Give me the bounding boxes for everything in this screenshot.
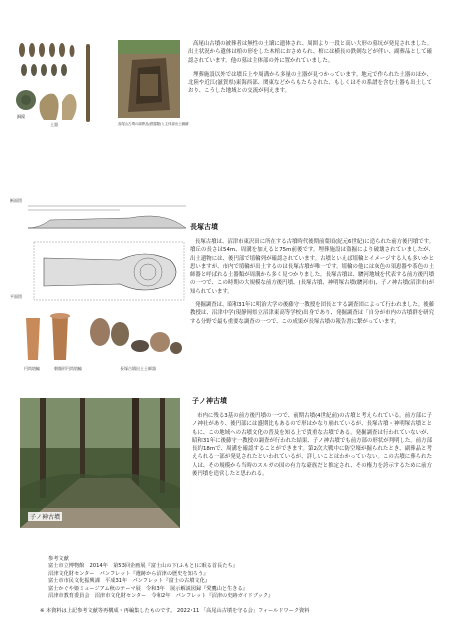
nenokami-photo-caption: 子ノ神古墳: [30, 514, 61, 521]
nenokami-photo: [20, 398, 180, 528]
intro-paragraph-2: 埋葬施設以外では墳丘上や周溝から多量の土器が見つかっています。地元で作られた土器のほか、北陸や近江(滋賀県)東海西部、関東などからもたらされた、もしくはその系譜を含む土器も出土しており、こうした地域との交流が伺えます。: [188, 71, 432, 95]
nenokami-title: 子ノ神古墳: [192, 397, 227, 405]
photo-label-haji-pottery: 長塚古墳出土土師器: [120, 366, 156, 371]
reference-item: 富士かぐや姫ミュージアム秋のテーマ展 令和3年 展示解説図録『愛鷹山と生きる』: [48, 585, 248, 592]
section-diagram-label: 断面図: [10, 198, 22, 203]
excavation-photo: [118, 40, 180, 118]
choubou-paragraph-1: 長塚古墳は、沼津市東沢田に所在する古墳時代後期前葉頃(紀元6世紀)に造られた前方後円墳です。墳丘の長さは54m、周溝を加えると75m前後です。埋葬施設は盗掘により破壊されていましたが、出土遺物には、後円部で埴輪列が確認されています。古墳といえば埴輪とイメージする人も多いかと思いますが、市内で埴輪が出土するのは長塚古墳が唯一です。埴輪の他には灰色の須恵器や茶色の土師器と呼ばれる土器類が周溝から多く見つかりました。長塚古墳は、駿河地域を代表する前方後円墳の一つで、この時期の大規模な前方後円墳、(長塚古墳、神明塚古墳(駿河市)、子ノ神古墳(沼津市)が知られています。: [190, 239, 435, 295]
photo-label-asagao-haniwa: 朝顔形円筒埴輪: [54, 366, 82, 371]
choubou-plan-diagram: [10, 238, 186, 306]
reference-item: 沼津市教育委員会 沼津市文化財センター 令和2年 パンフレット『沼津の史跡ガイドブック』: [48, 593, 274, 600]
choubou-paragraph-2: 発掘調査は、昭和31年に明治大学の後藤守一教授を団長とする調査団によって行われました。後藤教授は、沼津中学(現静岡県立沼津東高等学校)出身であり、発掘調査は「自分が市内の古墳群を研究する分野で最も重要な調査の一つで、この成果が長塚古墳の報告書に繋がっています。: [190, 302, 434, 325]
plan-diagram-label: 平面図: [10, 294, 22, 299]
intro-text: [188, 40, 432, 96]
choubou-text: [190, 238, 434, 326]
intro-paragraph-1: 高尾山古墳の被葬者は無性の土壌に遺体され、周囲より一段と高い大形の墓坑が発見されました。出土状況から遺体は棺の形をした木棺におさめられ、棺には横長の鉄剣などが伴い、副葬品として確認されています。他の墓は主体部の外に置かれていました。: [188, 41, 432, 64]
nenokami-paragraph-1: 市内に残る3基の前方後円墳の一つで、前期古墳(4世紀前)の古墳と考えられている。前方部に子ノ神社があり、後円部には盛期比もあるので形はかなり崩れているが、長塚古墳・神明塚古墳とともに、この地域への古墳文化の普及を知る上で貴重な古墳である。発掘調査は行われていないが、昭和31年に後藤守一教授の調査が行われた結果、子ノ神古墳でも前方部の形状が判明した。前方部長約18mで、周溝を確認することができます。第2次大戦中に防空壕が掘られたとき、副葬品と考えられる一部が発見されたといわれているが、詳しいことはわかっていない。この古墳に葬られた人は、その規模から当時のスルガの国の有力な豪族だと推定され、その権力を誇示するために前方後円墳を造営したと思われる。: [192, 413, 432, 478]
artifact-label-mirror: 銅鏡: [17, 114, 25, 119]
choubou-title: 長塚古墳: [190, 223, 218, 231]
document-note: ※ 本資料は上記参考文献等再構成・再編集したものです。 2022･11 「高尾山古墳を守る会」フィールドワーク資料: [40, 608, 310, 614]
artifact-label-pottery: 土器: [50, 122, 58, 127]
choubou-section-diagram: [10, 198, 186, 238]
references: [48, 556, 448, 600]
reference-item: 富士市立博物館 2014年 第53回企画展『富士山の下(ふもと)に眠る首長たち』: [48, 563, 238, 570]
photo-label-cylindrical-haniwa: 円筒埴輪: [24, 366, 40, 371]
nenokami-text: [192, 412, 432, 478]
artifacts-image: [12, 40, 112, 128]
reference-item: 富士市市民文化振興課 平成31年 パンフレット『富士の古墳文化』: [48, 578, 210, 585]
choubou-photos: [20, 312, 188, 372]
top-image-caption: 高尾山古墳の副葬品(鉄器類)と主体部出土銅鏡: [118, 122, 189, 126]
reference-item: 沼津文化財センター パンフレット『遺跡から沼津の歴史を知ろう』: [48, 570, 209, 577]
references-title: 参考文献: [48, 556, 69, 562]
